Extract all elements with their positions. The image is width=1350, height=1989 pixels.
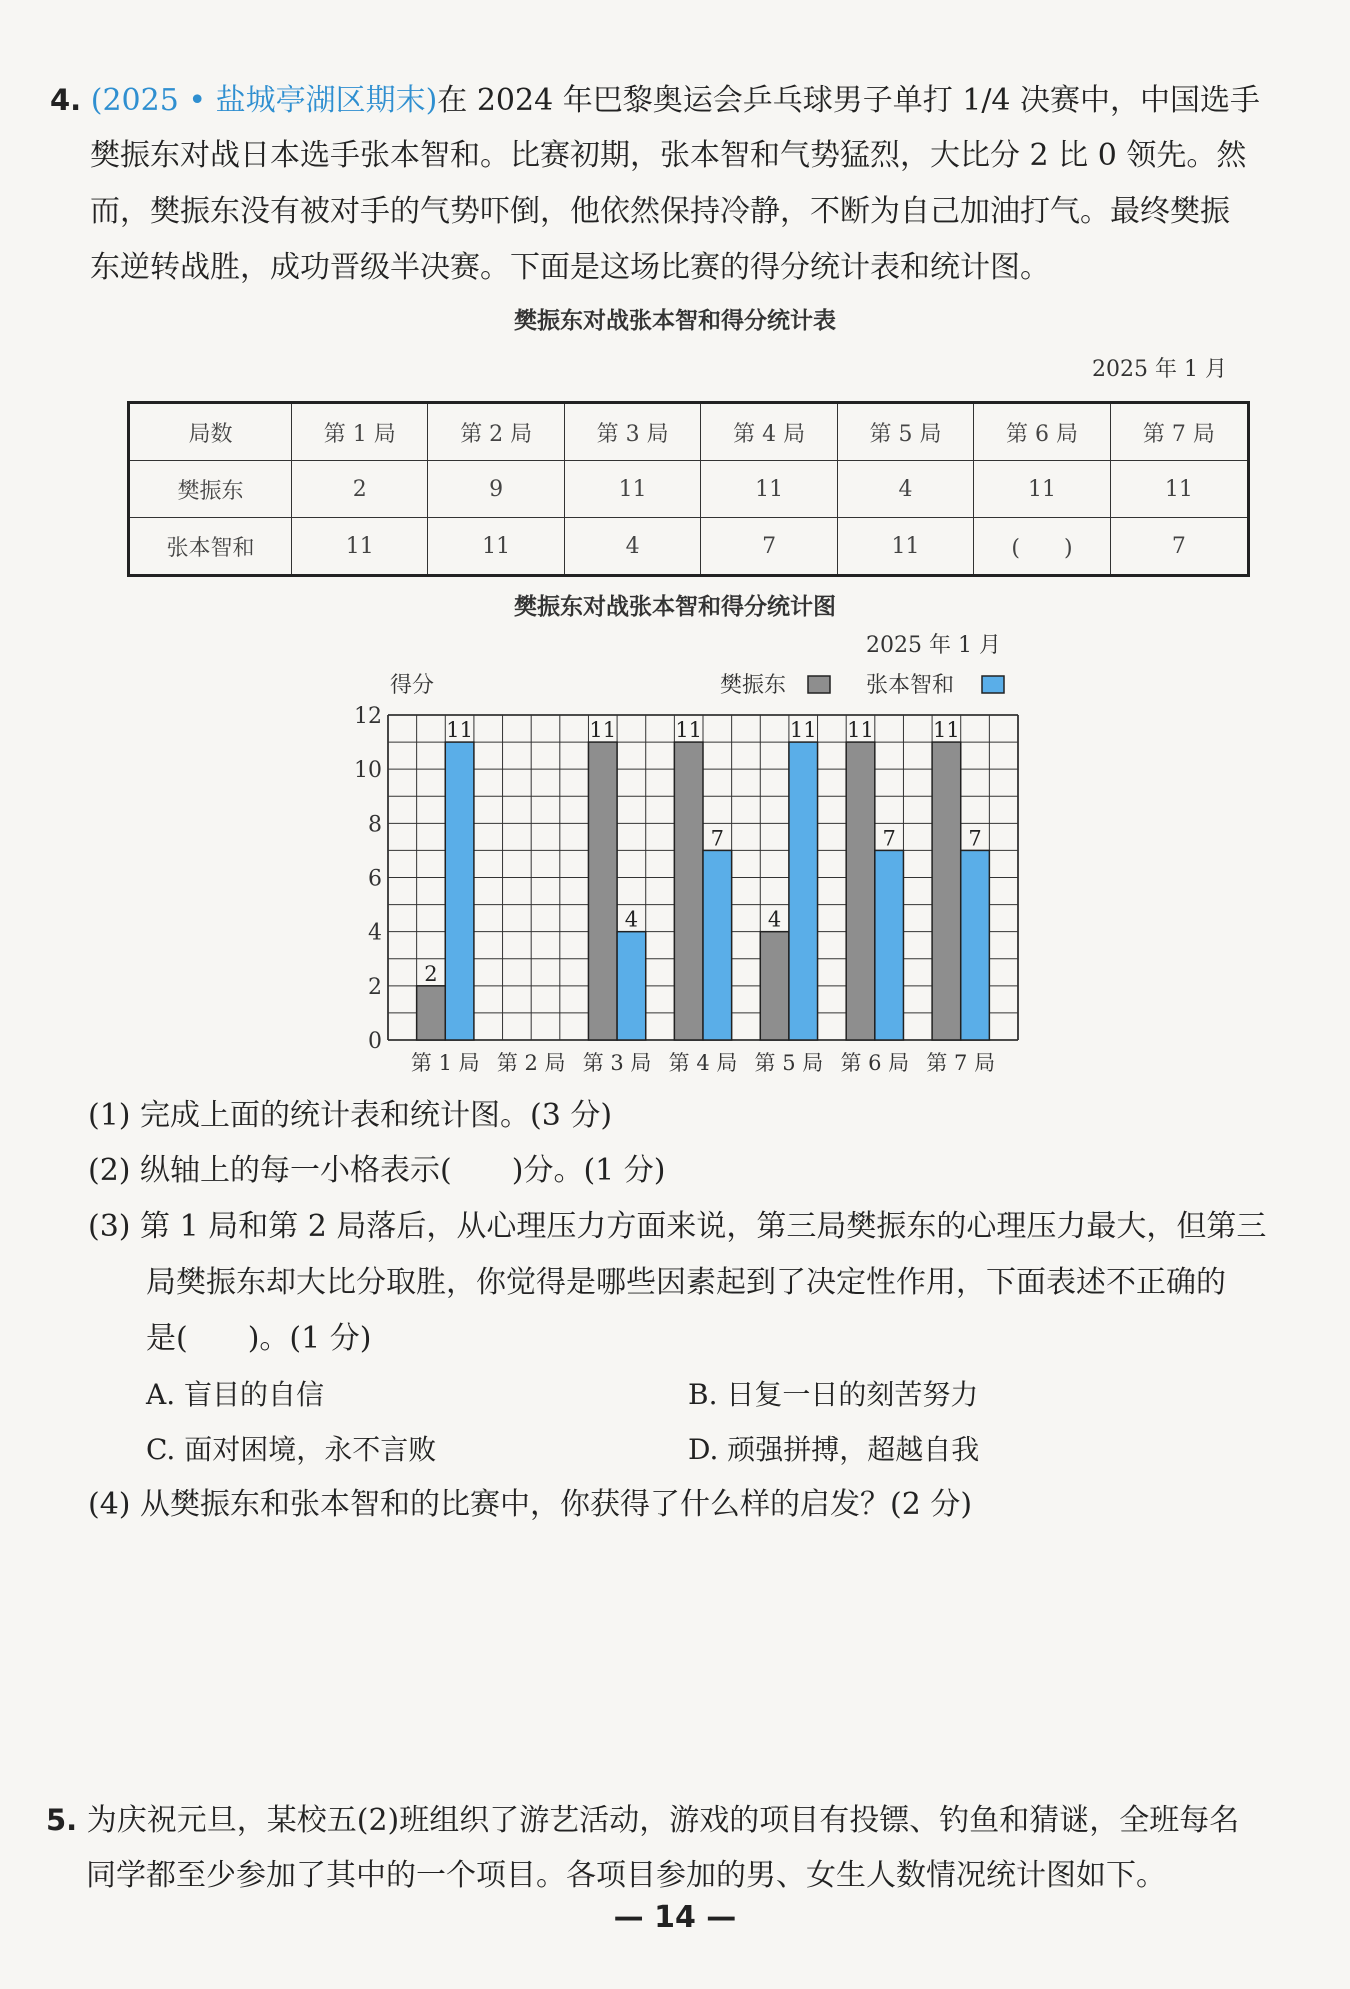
legend-swatch-zhang: [982, 676, 1004, 693]
x-tick-label: 第 4 局: [668, 1051, 738, 1075]
table-cell: 7: [701, 518, 837, 576]
x-tick-label: 第 2 局: [496, 1051, 566, 1075]
table-cell: 11: [701, 461, 837, 518]
table-cell: 第 6 局: [974, 403, 1110, 461]
q5-text-1: 为庆祝元旦，某校五(2)班组织了游艺活动，游戏的项目有投镖、钓鱼和猜谜，全班每名: [86, 1803, 1240, 1838]
bar-value-label: 4: [767, 907, 782, 932]
q4-source: (2025 • 盐城亭湖区期末): [90, 83, 438, 118]
table-title: 樊振东对战张本智和得分统计表: [514, 308, 836, 334]
q4-sub1: (1) 完成上面的统计表和统计图。(3 分): [88, 1098, 613, 1133]
q4-sub3-3: 是( )。(1 分): [146, 1321, 372, 1356]
q4-sub3-1: (3) 第 1 局和第 2 局落后，从心理压力方面来说，第三局樊振东的心理压力最大，但第三: [88, 1209, 1267, 1244]
table-cell: 11: [837, 518, 973, 576]
bar-value-label: 4: [624, 907, 639, 932]
q4-intro-3: 而，樊振东没有被对手的气势吓倒，他依然保持冷静，不断为自己加油打气。最终樊振: [90, 194, 1230, 229]
x-tick-label: 第 6 局: [840, 1051, 910, 1075]
bar: [846, 742, 875, 1040]
table-cell: 11: [1110, 461, 1248, 518]
score-bar-chart: [0, 620, 1350, 1090]
table-cell: 第 3 局: [564, 403, 700, 461]
q4-intro-4: 东逆转战胜，成功晋级半决赛。下面是这场比赛的得分统计表和统计图。: [90, 250, 1050, 285]
legend-swatch-fan: [808, 676, 830, 693]
bar-value-label: 11: [847, 718, 874, 743]
table-cell: 7: [1110, 518, 1248, 576]
bar-value-label: 11: [933, 718, 960, 743]
option-a: A. 盲目的自信: [146, 1378, 325, 1411]
table-header-row: [129, 403, 1249, 461]
table-cell: 第 2 局: [428, 403, 564, 461]
bar-value-label: 11: [446, 718, 473, 743]
table-cell: 4: [564, 518, 700, 576]
table-cell: ( ): [974, 518, 1110, 576]
bar-value-label: 11: [589, 718, 617, 743]
table-cell: 4: [837, 461, 973, 518]
q4-number: 4.: [50, 83, 82, 117]
bar: [674, 742, 703, 1040]
q5-line2: 同学都至少参加了其中的一个项目。各项目参加的男、女生人数情况统计图如下。: [86, 1858, 1166, 1893]
q5-line1: [46, 1792, 1239, 1849]
bar: [588, 742, 617, 1040]
table-cell: 11: [974, 461, 1110, 518]
bar: [932, 742, 961, 1040]
q4-intro-2: 樊振东对战日本选手张本智和。比赛初期，张本智和气势猛烈，大比分 2 比 0 领先。然: [90, 138, 1247, 173]
table-date: 2025 年 1 月: [1092, 357, 1227, 382]
table-cell: 局数: [129, 403, 292, 461]
table-cell: 张本智和: [129, 518, 292, 576]
bar: [417, 986, 446, 1040]
option-b: B. 日复一日的刻苦努力: [688, 1378, 979, 1411]
bar-value-label: 7: [882, 826, 896, 851]
table-cell: 9: [428, 461, 564, 518]
legend-label-fan: 樊振东: [720, 673, 787, 698]
bar-value-label: 11: [789, 718, 817, 743]
y-tick-label: 10: [354, 758, 382, 784]
bar-value-label: 7: [710, 826, 725, 851]
bar: [789, 742, 818, 1040]
score-table: [127, 401, 1250, 577]
option-c: C. 面对困境，永不言败: [146, 1433, 437, 1466]
y-axis-label: 得分: [390, 673, 435, 698]
table-cell: 第 7 局: [1110, 403, 1248, 461]
q4-line1: [50, 72, 1260, 129]
q4-sub4: (4) 从樊振东和张本智和的比赛中，你获得了什么样的启发？(2 分): [88, 1487, 973, 1522]
x-tick-label: 第 7 局: [926, 1051, 996, 1075]
table-row: [129, 461, 1249, 518]
bar: [875, 850, 904, 1040]
chart-title: 樊振东对战张本智和得分统计图: [514, 594, 836, 620]
x-tick-label: 第 3 局: [582, 1051, 652, 1075]
legend-label-zhang: 张本智和: [866, 673, 955, 698]
table-row: [129, 518, 1249, 576]
y-tick-label: 2: [368, 974, 382, 1000]
bar: [445, 742, 474, 1040]
y-tick-label: 12: [354, 704, 382, 729]
y-tick-label: 6: [368, 866, 382, 892]
table-cell: 第 5 局: [837, 403, 973, 461]
y-tick-label: 8: [368, 812, 382, 838]
y-tick-label: 4: [368, 920, 382, 946]
x-tick-label: 第 5 局: [754, 1051, 824, 1075]
q5-number: 5.: [46, 1803, 78, 1837]
q4-intro-1: 在 2024 年巴黎奥运会乒乓球男子单打 1/4 决赛中，中国选手: [437, 83, 1261, 118]
option-d: D. 顽强拼搏，超越自我: [688, 1433, 980, 1466]
bar-value-label: 2: [424, 961, 438, 986]
x-tick-label: 第 1 局: [410, 1051, 480, 1075]
bar: [617, 932, 646, 1040]
table-cell: 11: [564, 461, 700, 518]
table-cell: 2: [292, 461, 428, 518]
bar: [760, 932, 789, 1040]
q4-sub2: (2) 纵轴上的每一小格表示( )分。(1 分): [88, 1153, 666, 1188]
table-cell: 11: [292, 518, 428, 576]
bar-value-label: 7: [968, 826, 982, 851]
table-cell: 11: [428, 518, 564, 576]
bar: [703, 850, 732, 1040]
table-cell: 第 4 局: [701, 403, 837, 461]
q4-sub3-2: 局樊振东却大比分取胜，你觉得是哪些因素起到了决定性作用，下面表述不正确的: [146, 1265, 1226, 1300]
bar-value-label: 11: [675, 718, 703, 743]
bar: [961, 850, 990, 1040]
table-cell: 樊振东: [129, 461, 292, 518]
page-number: — 14 —: [613, 1900, 737, 1935]
chart-date: 2025 年 1 月: [866, 633, 1001, 658]
y-tick-label: 0: [368, 1029, 382, 1054]
table-cell: 第 1 局: [292, 403, 428, 461]
